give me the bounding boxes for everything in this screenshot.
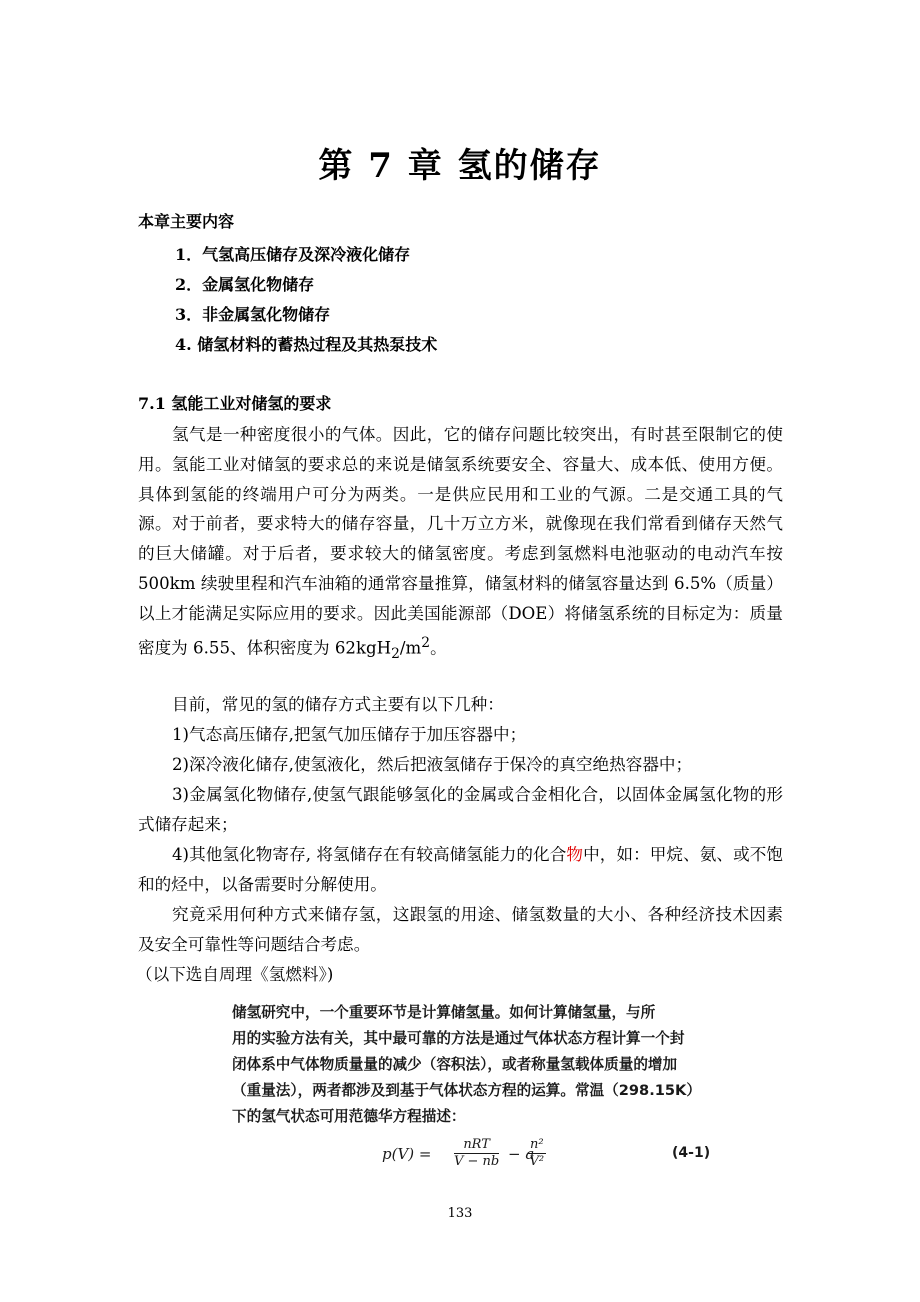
paragraph-text: 4)其他氢化物寄存, 将氢储存在有较高储氢能力的化合 <box>172 845 567 864</box>
section-title: 7.1 氢能工业对储氢的要求 <box>138 394 332 413</box>
formula-fraction <box>528 1137 546 1170</box>
paragraph-text: 中，如：甲烷、氨、或不饱和的烃中，以备需要时分解使用。 <box>138 845 784 894</box>
contents-list <box>175 240 437 360</box>
fraction-denominator: V − nb <box>454 1154 500 1169</box>
chapter-title: 第 7 章 氢的储存 <box>318 146 602 186</box>
excerpt-line: 用的实验方法有关，其中最可靠的方法是通过气体状态方程计算一个封 <box>232 1030 685 1047</box>
equation-number: (4-1) <box>672 1145 711 1161</box>
page-number: 133 <box>447 1206 473 1221</box>
excerpt-line: （重量法），两者都涉及到基于气体状态方程的运算。常温（298.15K） <box>232 1082 701 1099</box>
fraction-denominator: V² <box>529 1154 545 1169</box>
formula-operator: − a <box>508 1145 535 1163</box>
van-der-waals-formula <box>232 1135 722 1175</box>
contents-item: 3．非金属氢化物储存 <box>175 305 331 324</box>
paragraph-method-1: 1)气态高压储存,把氢气加压储存于加压容器中； <box>172 725 527 744</box>
paragraph-text: /m <box>399 638 422 658</box>
paragraph-storage-methods-intro: 目前，常见的氢的储存方式主要有以下几种： <box>172 695 504 714</box>
paragraph-method-2: 2)深冷液化储存,使氢液化，然后把液氢储存于保冷的真空绝热容器中； <box>172 755 693 774</box>
paragraph-text: 氢气是一种密度很小的气体。因此，它的储存问题比较突出，有时甚至限制它的使用。氢能工业对储氢的要求总的来说是储氢系统要安全、容量大、成本低、使用方便。具体到氢能的终端用户可分为两类。一是供应民用和工业的气源。二是交通工具的气源。对于前者，要求特大的储存容量，几十万立方米，就像现在我们常看到储存天然气的巨大储罐。对于后者，要求较大的储氢密度。考虑到氢燃料电池驱动的电动汽车按 500km 续驶里程和汽车油箱的通常容量推算，储氢材料的储氢容量达到 6.5%（质量）以上才能满足实际应用的要求。因此美国能源部（DOE）将储氢系统的目标定为：质量密度为 6.55、体积密度为 62kgH <box>138 425 783 658</box>
paragraph-text: 。 <box>430 638 447 658</box>
excerpt-line: 下的氢气状态可用范德华方程描述： <box>232 1108 466 1125</box>
source-note: （以下选自周理《氢燃料》) <box>136 965 334 984</box>
contents-item: 4. 储氢材料的蓄热过程及其热泵技术 <box>175 335 438 354</box>
contents-heading: 本章主要内容 <box>138 212 235 231</box>
formula-fraction <box>454 1137 499 1170</box>
excerpt-line: 闭体系中气体物质量量的减少（容积法），或者称量氢载体质量的增加 <box>232 1056 678 1073</box>
subscript: 2 <box>391 645 400 662</box>
contents-item: 1．气氢高压储存及深冷液化储存 <box>175 245 411 264</box>
paragraph-method-4 <box>138 840 783 900</box>
excerpt-line: 储氢研究中，一个重要环节是计算储氢量。如何计算储氢量，与所 <box>232 1004 656 1021</box>
paragraph-storage-requirements <box>138 420 783 669</box>
contents-item: 2．金属氢化物储存 <box>175 275 315 294</box>
highlighted-char: 物 <box>566 845 584 864</box>
paragraph-conclusion: 究竟采用何种方式来储存氢，这跟氢的用途、储氢数量的大小、各种经济技术因素及安全可靠性等问题结合考虑。 <box>138 905 783 954</box>
fraction-numerator: nRT <box>454 1137 499 1154</box>
superscript: 2 <box>421 634 431 651</box>
formula-lhs: p(V) = <box>382 1145 432 1163</box>
scanned-excerpt <box>232 1000 722 1130</box>
fraction-numerator: n² <box>530 1137 544 1152</box>
paragraph-method-3: 3)金属氢化物储存,使氢气跟能够氢化的金属或合金相化合，以固体金属氢化物的形式储存起来； <box>138 785 783 834</box>
